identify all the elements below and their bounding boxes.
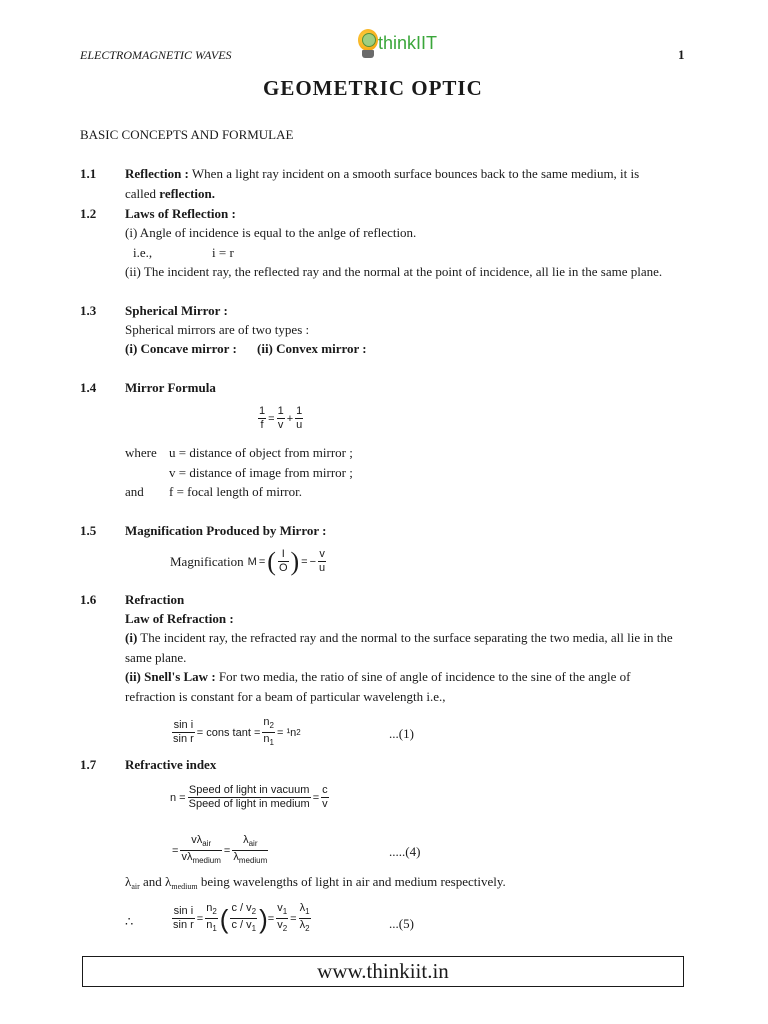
concave-label: (i) Concave mirror : — [125, 341, 237, 356]
refraction-i-text: The incident ray, the refracted ray and the normal to the surface separating the two media, all lie in the — [140, 630, 673, 645]
spherical-line1: Spherical mirrors are of two types : — [125, 322, 310, 337]
num-1-7: 1.7 — [80, 757, 97, 772]
refraction-i-label: (i) — [125, 630, 138, 645]
magnification-formula: Magnification M = ( $\frac{I}{O}$ ) = − $\frac{v}{u}$ — [170, 546, 326, 576]
num-1-2: 1.2 — [80, 206, 97, 221]
mirror-formula-heading: Mirror Formula — [125, 380, 216, 395]
snells-law-text: For two media, the ratio of sine of angle of incidence to the sine of the angle of — [218, 669, 631, 684]
wavelength-note: $\lambda_{air}$ and $\lambda_{medium}$ being wavelengths of light in air and medium respectively. — [125, 874, 506, 891]
footer-url[interactable]: www.thinkiit.in — [317, 959, 449, 983]
num-1-5: 1.5 — [80, 523, 97, 538]
mirror-formula: $\frac{1}{f}$ = $\frac{1}{v}$ + $\frac{1}{u}$ — [259, 405, 303, 431]
logo-text: thinkIIT — [378, 33, 438, 53]
where-label: where — [125, 445, 157, 460]
refractive-index-heading: Refractive index — [125, 757, 217, 772]
laws-eq: i = r — [212, 245, 234, 260]
refractive-index-eq2: = $\frac{v\lambda_{air}}{v\lambda_{medium}}$ = $\frac{\lambda_{air}}{\lambda_{medium}}$ — [172, 834, 268, 865]
snells-law-equation: $\frac{\text{sin i}}{\text{sin r}}$ = cons tant = $\frac{n_2}{n_1}$ = ¹n 2 — [173, 716, 301, 747]
laws-heading: Laws of Reflection : — [125, 206, 236, 221]
section-heading: BASIC CONCEPTS AND FORMULAE — [80, 127, 294, 142]
snells-law-line2: refraction is constant for a beam of particular wavelength i.e., — [125, 689, 446, 704]
num-1-4: 1.4 — [80, 380, 97, 395]
reflection-text2: called — [125, 186, 160, 201]
page-number: 1 — [678, 47, 685, 62]
equation-number-5: ...(5) — [389, 916, 414, 931]
and-label: and — [125, 484, 144, 499]
page-title: GEOMETRIC OPTIC — [263, 76, 483, 100]
u-definition: u = distance of object from mirror ; — [169, 445, 353, 460]
refractive-index-eq1: n = $\frac{\text{Speed of light in vacuum}}{\text{Speed of light in medium}}$ = $\frac{c}{v}$ — [170, 784, 328, 810]
f-definition: f = focal length of mirror. — [169, 484, 302, 499]
num-1-6: 1.6 — [80, 592, 97, 607]
refraction-i-line1 — [125, 630, 673, 646]
convex-label: (ii) Convex mirror : — [257, 341, 367, 356]
reflection-bold: reflection. — [159, 186, 216, 201]
laws-line2: (ii) The incident ray, the reflected ray and the normal at the point of incidence, all lie in the same plane. — [125, 264, 663, 279]
magnification-heading: Magnification Produced by Mirror : — [125, 523, 327, 538]
reflection-term: Reflection : — [125, 166, 189, 181]
equation-number-1: ...(1) — [389, 726, 414, 741]
law-of-refraction: Law of Refraction : — [125, 611, 234, 626]
reflection-text1: When a light ray incident on a smooth surface bounces back to the same medium, it is — [191, 166, 640, 181]
running-title: ELECTROMAGNETIC WAVES — [80, 48, 232, 62]
v-definition: v = distance of image from mirror ; — [169, 465, 353, 480]
num-1-3: 1.3 — [80, 303, 97, 318]
reflection-line1 — [125, 166, 639, 182]
laws-line1: (i) Angle of incidence is equal to the anlge of reflection. — [125, 225, 417, 240]
snells-law-line1 — [125, 669, 630, 685]
spherical-heading: Spherical Mirror : — [125, 303, 228, 318]
num-1-1: 1.1 — [80, 166, 97, 181]
therefore-symbol: ∴ — [125, 914, 134, 929]
laws-ie: i.e., — [133, 245, 153, 260]
refraction-i-line2: same plane. — [125, 650, 187, 665]
refraction-heading: Refraction — [125, 592, 185, 607]
refractive-index-eq3: $\frac{\text{sin i}}{\text{sin r}}$ = $\frac{n_2}{n_1}$ ( $\frac{c / v_2}{c / v_1}$ ) = $\frac{v_1}{v_2}$ = $\frac{\lambda_1}{\lambda_2}$ — [173, 902, 310, 934]
reflection-line2 — [125, 186, 215, 202]
equation-number-4: .....(4) — [389, 844, 421, 859]
snells-law-label: (ii) Snell's Law : — [125, 669, 216, 684]
footer-url-box — [82, 956, 684, 987]
